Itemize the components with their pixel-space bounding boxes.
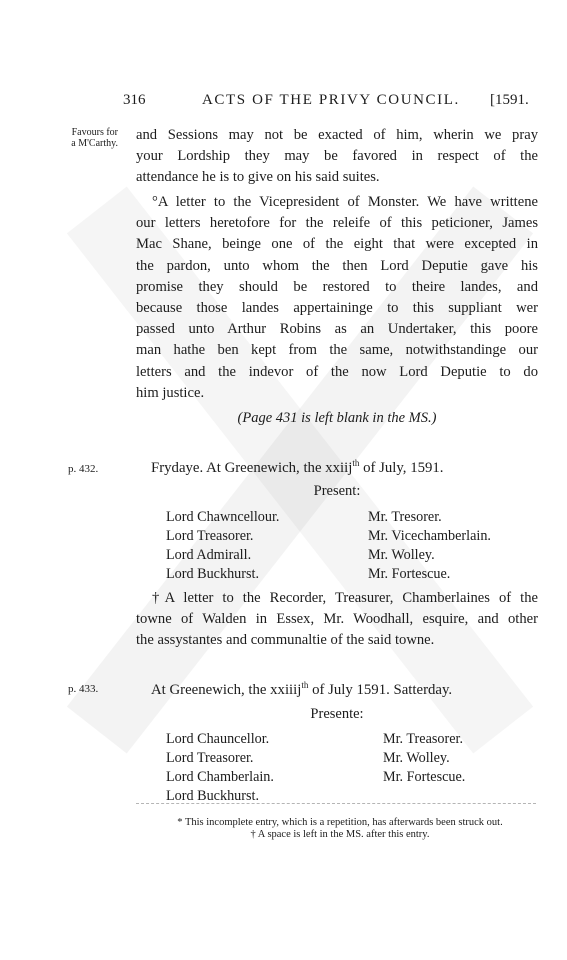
text-line: your Lordship they may be favored in respect of the: [136, 148, 538, 165]
text-line: man hathe ben kept from the same, notwithstandinge our: [136, 342, 538, 359]
attendee: Mr. Wolley.: [368, 547, 435, 563]
attendee: Lord Buckhurst.: [166, 566, 259, 582]
meeting-heading-2: [151, 680, 452, 699]
attendee: Mr. Fortescue.: [383, 769, 466, 785]
attendee: Lord Chawncellour.: [166, 509, 280, 525]
footnote: † A space is left in the MS. after this entry.: [250, 829, 430, 840]
attendees-lords: [166, 730, 274, 806]
present-label: Present:: [313, 483, 361, 499]
text-line: Mac Shane, beinge one of the eight that were excepted in: [136, 236, 538, 253]
paragraph-letter-walden: [136, 588, 538, 652]
attendee: Mr. Vicechamberlain.: [368, 528, 491, 544]
margin-note-line: Favours for: [71, 127, 118, 138]
attendee: Lord Admirall.: [166, 547, 252, 563]
attendee: Mr. Treasorer.: [383, 731, 464, 747]
attendees-lords: [166, 508, 279, 584]
text-line: because those landes appertaininge to this suppliant wer: [136, 300, 538, 317]
text-line: the assystantes and communaltie of the said towne.: [136, 632, 435, 649]
text-line: attendance he is to give on his said suites.: [136, 169, 380, 186]
presente-label: Presente:: [310, 706, 364, 722]
text-line: and Sessions may not be exacted of him, wherin we pray: [136, 127, 538, 143]
attendees-misters: [383, 730, 465, 787]
running-year: [1591.: [490, 92, 529, 108]
attendee: Mr. Fortescue.: [368, 566, 451, 582]
attendee: Mr. Tresorer.: [368, 509, 442, 525]
text-line: our letters heretofore for the releife of this peticioner, James: [136, 215, 538, 232]
meeting-heading-1: [151, 458, 444, 477]
text-line: towne of Walden in Essex, Mr. Woodhall, esquire, and other: [136, 611, 538, 628]
attendee: Lord Treasorer.: [166, 750, 254, 766]
meeting-heading-text: of July, 1591.: [359, 459, 444, 476]
footnote: * This incomplete entry, which is a repetition, has afterwards been struck out.: [177, 817, 503, 828]
paragraph-favours: [136, 125, 538, 189]
page-number: 316: [123, 92, 146, 108]
blank-page-note: (Page 431 is left blank in the MS.): [237, 410, 437, 426]
text-line: the pardon, unto whom the then Lord Deputie gave his: [136, 257, 538, 274]
ordinal-suffix: th: [352, 458, 360, 468]
running-title: ACTS OF THE PRIVY COUNCIL.: [202, 92, 460, 108]
footnotes: [130, 817, 550, 841]
meeting-heading-text: Frydaye. At Greenewich, the xxiij: [151, 459, 353, 476]
footnote-rule: [136, 803, 536, 804]
paragraph-letter-vicepresident: [136, 192, 538, 404]
margin-note-favours: [56, 127, 118, 149]
text-line: him justice.: [136, 384, 205, 401]
margin-note-line: a M'Carthy.: [71, 138, 118, 149]
text-line: °A letter to the Vicepresident of Monster. We have writtene: [152, 194, 538, 210]
text-line: †A letter to the Recorder, Treasurer, Chamberlaines of the: [152, 590, 538, 606]
meeting-heading-text: of July 1591. Satterday.: [308, 681, 453, 698]
attendee: Lord Treasorer.: [166, 528, 254, 544]
attendee: Lord Buckhurst.: [166, 788, 259, 804]
text-line: promise they should be restored to theire landes, and: [136, 278, 538, 295]
text-line: letters and the indevor of the now Lord Deputie to do: [136, 363, 538, 380]
attendee: Mr. Wolley.: [383, 750, 450, 766]
page-reference-432: p. 432.: [68, 463, 99, 475]
attendees-misters: [368, 508, 491, 584]
text-line: passed unto Arthur Robins as an Undertaker, this poore: [136, 321, 538, 338]
attendee: Lord Chamberlain.: [166, 769, 274, 785]
attendee: Lord Chauncellor.: [166, 731, 270, 747]
meeting-heading-text: At Greenewich, the xxiiij: [151, 681, 302, 698]
page-reference-433: p. 433.: [68, 683, 99, 695]
ordinal-suffix: th: [301, 680, 309, 690]
